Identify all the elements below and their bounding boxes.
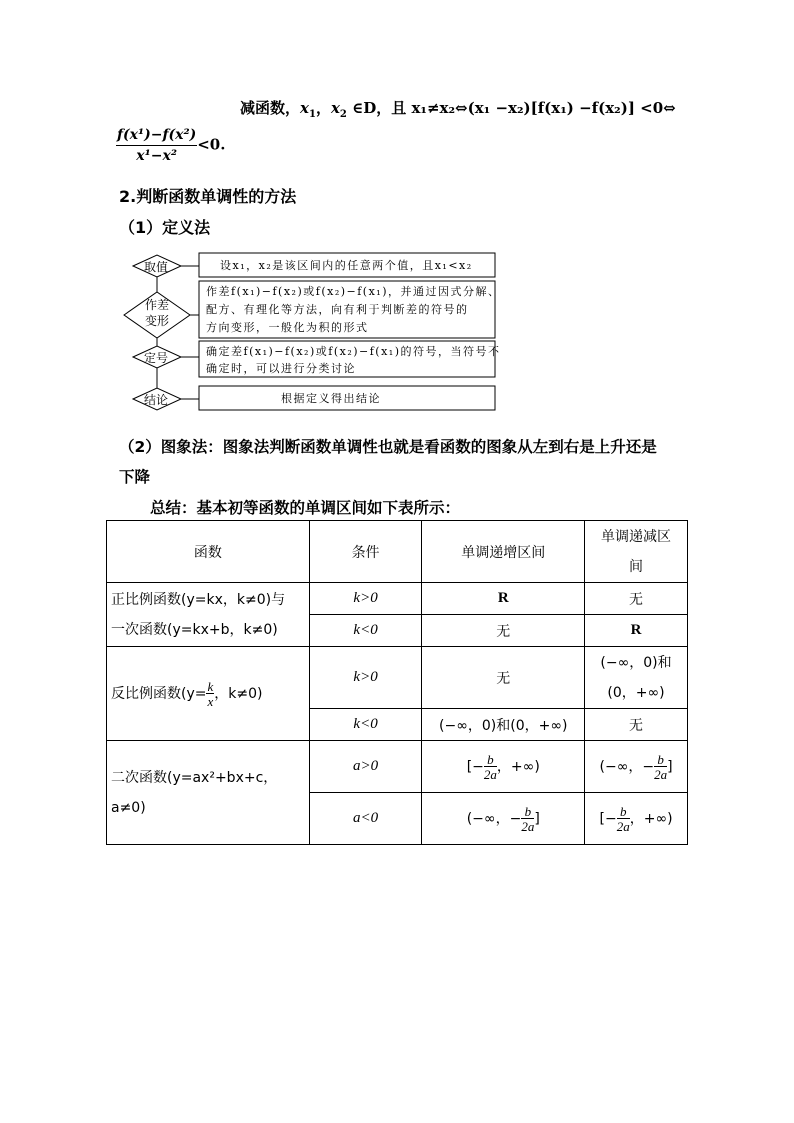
table-row xyxy=(107,583,688,615)
header-dec xyxy=(585,521,688,583)
inc-prefix: (−∞，− xyxy=(466,810,522,827)
summary-text: 总结：基本初等函数的单调区间如下表所示： xyxy=(150,499,461,517)
inc-frac xyxy=(521,805,534,833)
header-inc: 单调递增区间 xyxy=(422,521,585,583)
dec-suffix: ] xyxy=(667,758,673,775)
dec-frac-den: 2a xyxy=(654,766,668,782)
func-inverse-den: x xyxy=(207,693,214,709)
flow-text-2a: 作差f(x₁)−f(x₂)或f(x₂)−f(x₁)，并通过因式分解、 xyxy=(206,285,501,298)
flow-text-3a: 确定差f(x₁)−f(x₂)或f(x₂)−f(x₁)的符号，当符号不 xyxy=(206,345,501,358)
cond-cell: a>0 xyxy=(309,741,422,793)
func-quadratic xyxy=(107,741,310,845)
func-linear-line2: 一次函数(y=kx+b，k≠0) xyxy=(111,621,278,638)
dec-frac-num: b xyxy=(654,753,667,767)
func-inverse xyxy=(107,647,310,741)
dec-frac-num: b xyxy=(617,805,630,819)
monotonicity-table xyxy=(106,520,688,845)
intro-x2-sub: 2 xyxy=(339,109,347,120)
dec-cell: 无 xyxy=(585,709,688,741)
inc-frac-num: b xyxy=(484,753,497,767)
table-row xyxy=(107,741,688,793)
intro-frac-den: x¹−x² xyxy=(136,148,177,164)
inc-cell: R xyxy=(422,583,585,615)
func-linear-line1: 正比例函数(y=kx，k≠0)与 xyxy=(111,591,286,608)
intro-x1: x xyxy=(300,99,309,117)
method-2-line-2: 下降 xyxy=(119,468,151,486)
flow-label-1: 取值 xyxy=(144,260,169,274)
dec-suffix: ，+∞) xyxy=(629,810,673,827)
func-inverse-prefix: 反比例函数(y= xyxy=(111,685,207,702)
inc-frac-num: b xyxy=(521,805,534,819)
intro-x1-sub: 1 xyxy=(308,109,316,120)
cond-cell: k<0 xyxy=(309,709,422,741)
header-dec-line1: 单调递减区 xyxy=(601,528,672,545)
intro-prefix: 减函数， xyxy=(240,99,301,117)
flow-label-2b: 变形 xyxy=(145,314,170,328)
flow-text-2c: 方向变形，一般化为积的形式 xyxy=(206,321,369,334)
inc-frac-den: 2a xyxy=(521,818,535,834)
flow-text-1: 设x₁，x₂是该区间内的任意两个值，且x₁<x₂ xyxy=(220,259,473,272)
intro-x2: x xyxy=(330,99,340,117)
flow-text-2b: 配方、有理化等方法，向有利于判断差的符号的 xyxy=(206,303,469,316)
method-1-title: （1）定义法 xyxy=(119,218,211,237)
dec-cell: R xyxy=(585,615,688,647)
header-cond: 条件 xyxy=(309,521,422,583)
inc-cell: (−∞，0)和(0，+∞) xyxy=(422,709,585,741)
intro-comma: ， xyxy=(315,99,331,117)
header-func: 函数 xyxy=(107,521,310,583)
intro-frac-num: f(x¹)−f(x²) xyxy=(116,128,197,146)
inc-cell xyxy=(422,793,585,845)
dec-prefix: (−∞，− xyxy=(599,758,655,775)
flow-text-3b: 确定时，可以进行分类讨论 xyxy=(206,362,356,375)
flow-text-4: 根据定义得出结论 xyxy=(281,392,381,405)
cond-cell: a<0 xyxy=(309,793,422,845)
intro-frac-tail: <0. xyxy=(197,135,226,154)
flow-label-2a: 作差 xyxy=(145,298,170,312)
inc-frac-den: 2a xyxy=(483,766,497,782)
func-inverse-num: k xyxy=(207,678,214,694)
dec-frac xyxy=(617,805,630,833)
func-quadratic-line2: a≠0) xyxy=(111,799,146,816)
intro-in-d: ∈D xyxy=(352,99,377,117)
inc-cell: 无 xyxy=(422,615,585,647)
inc-cell xyxy=(422,741,585,793)
func-quadratic-line1: 二次函数(y=ax²+bx+c， xyxy=(111,769,278,786)
section-2-title: 2.判断函数单调性的方法 xyxy=(119,187,297,206)
inc-frac xyxy=(484,753,497,781)
dec-cell-line2: (0，+∞) xyxy=(607,684,665,701)
inc-suffix: ] xyxy=(534,810,540,827)
dec-frac xyxy=(654,753,667,781)
inc-suffix: ，+∞) xyxy=(496,758,540,775)
cond-cell: k<0 xyxy=(309,615,422,647)
dec-cell: 无 xyxy=(585,583,688,615)
cond-cell: k>0 xyxy=(309,647,422,709)
func-linear xyxy=(107,583,310,647)
intro-tail: ，且 x₁≠x₂⇔(x₁ −x₂)[f(x₁) −f(x₂)] <0⇔ xyxy=(376,99,676,117)
inc-prefix: [− xyxy=(466,758,484,775)
dec-cell-line1: (−∞，0)和 xyxy=(600,654,672,671)
inc-cell: 无 xyxy=(422,647,585,709)
dec-cell xyxy=(585,793,688,845)
cond-cell: k>0 xyxy=(309,583,422,615)
table-header-row xyxy=(107,521,688,583)
dec-cell xyxy=(585,741,688,793)
flow-label-4: 结论 xyxy=(144,393,169,407)
dec-frac-den: 2a xyxy=(616,818,630,834)
header-dec-line2: 间 xyxy=(629,558,644,575)
method-2-line-1: （2）图象法：图象法判断函数单调性也就是看函数的图象从左到右是上升还是 xyxy=(119,438,657,456)
func-inverse-suffix: ，k≠0) xyxy=(214,685,263,702)
flow-label-3: 定号 xyxy=(144,351,169,365)
dec-prefix: [− xyxy=(599,810,617,827)
table-row xyxy=(107,647,688,709)
dec-cell xyxy=(585,647,688,709)
